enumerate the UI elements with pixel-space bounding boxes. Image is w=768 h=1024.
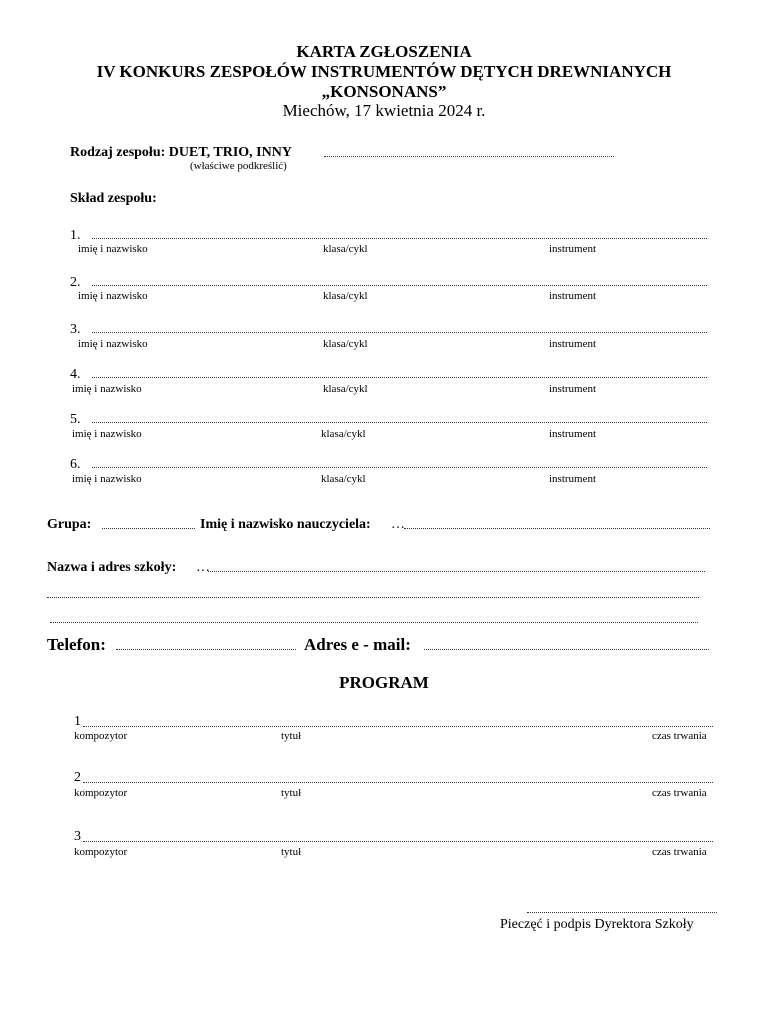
composer-caption: kompozytor xyxy=(74,730,128,742)
member-name-caption: imię i nazwisko xyxy=(78,243,148,255)
member-number: 1. xyxy=(70,228,81,243)
member-class-caption: klasa/cykl xyxy=(323,383,368,395)
member-field[interactable] xyxy=(92,285,707,286)
member-field[interactable] xyxy=(92,467,707,468)
program-field[interactable] xyxy=(83,841,713,842)
title-caption: tytuł xyxy=(281,730,302,742)
program-number: 1 xyxy=(74,714,81,729)
member-instrument-caption: instrument xyxy=(549,338,597,350)
duration-caption: czas trwania xyxy=(652,787,707,799)
teacher-ellipsis: … xyxy=(391,517,405,532)
member-field[interactable] xyxy=(92,377,707,378)
phone-label: Telefon: xyxy=(47,635,106,654)
member-number: 3. xyxy=(70,322,81,337)
member-instrument-caption: instrument xyxy=(549,383,597,395)
member-number: 4. xyxy=(70,367,81,382)
member-name-caption: imię i nazwisko xyxy=(78,338,148,350)
member-instrument-caption: instrument xyxy=(549,243,597,255)
phone-field[interactable] xyxy=(116,649,296,650)
teacher-field[interactable] xyxy=(404,528,710,529)
composer-caption: kompozytor xyxy=(74,787,128,799)
member-instrument-caption: instrument xyxy=(549,290,597,302)
title-caption: tytuł xyxy=(281,787,302,799)
place-date: Miechów, 17 kwietnia 2024 r. xyxy=(282,101,486,120)
school-label: Nazwa i adres szkoły: xyxy=(47,560,177,575)
ensemble-type-field[interactable] xyxy=(324,156,614,157)
school-ellipsis: … xyxy=(196,560,210,575)
group-field[interactable] xyxy=(102,528,195,529)
member-number: 5. xyxy=(70,412,81,427)
program-number: 2 xyxy=(74,770,81,785)
member-field[interactable] xyxy=(92,238,707,239)
member-field[interactable] xyxy=(92,422,707,423)
form-title: KARTA ZGŁOSZENIA xyxy=(296,42,472,61)
contest-name: „KONSONANS” xyxy=(321,82,447,101)
duration-caption: czas trwania xyxy=(652,730,707,742)
member-class-caption: klasa/cykl xyxy=(323,243,368,255)
member-class-caption: klasa/cykl xyxy=(321,428,366,440)
member-name-caption: imię i nazwisko xyxy=(72,428,142,440)
member-number: 6. xyxy=(70,457,81,472)
contest-title: IV KONKURS ZESPOŁÓW INSTRUMENTÓW DĘTYCH DREWNIANYCH xyxy=(96,62,672,81)
member-class-caption: klasa/cykl xyxy=(321,473,366,485)
school-field-line[interactable] xyxy=(47,597,699,598)
email-label: Adres e - mail: xyxy=(304,635,411,654)
program-field[interactable] xyxy=(83,726,713,727)
school-field[interactable] xyxy=(208,571,705,572)
school-field-line[interactable] xyxy=(50,622,698,623)
member-instrument-caption: instrument xyxy=(549,473,597,485)
member-name-caption: imię i nazwisko xyxy=(78,290,148,302)
ensemble-type-label: Rodzaj zespołu: DUET, TRIO, INNY xyxy=(70,145,292,160)
teacher-label: Imię i nazwisko nauczyciela: xyxy=(200,517,371,532)
member-number: 2. xyxy=(70,275,81,290)
members-heading: Skład zespołu: xyxy=(70,191,157,206)
member-class-caption: klasa/cykl xyxy=(323,290,368,302)
program-field[interactable] xyxy=(83,782,713,783)
member-instrument-caption: instrument xyxy=(549,428,597,440)
program-number: 3 xyxy=(74,829,81,844)
signature-label: Pieczęć i podpis Dyrektora Szkoły xyxy=(500,917,694,932)
email-field[interactable] xyxy=(424,649,709,650)
duration-caption: czas trwania xyxy=(652,846,707,858)
program-heading: PROGRAM xyxy=(339,673,429,692)
ensemble-type-hint: (właściwe podkreślić) xyxy=(190,160,287,172)
member-field[interactable] xyxy=(92,332,707,333)
composer-caption: kompozytor xyxy=(74,846,128,858)
member-name-caption: imię i nazwisko xyxy=(72,473,142,485)
group-label: Grupa: xyxy=(47,517,92,532)
signature-field[interactable] xyxy=(527,912,717,913)
title-caption: tytuł xyxy=(281,846,302,858)
member-class-caption: klasa/cykl xyxy=(323,338,368,350)
member-name-caption: imię i nazwisko xyxy=(72,383,142,395)
